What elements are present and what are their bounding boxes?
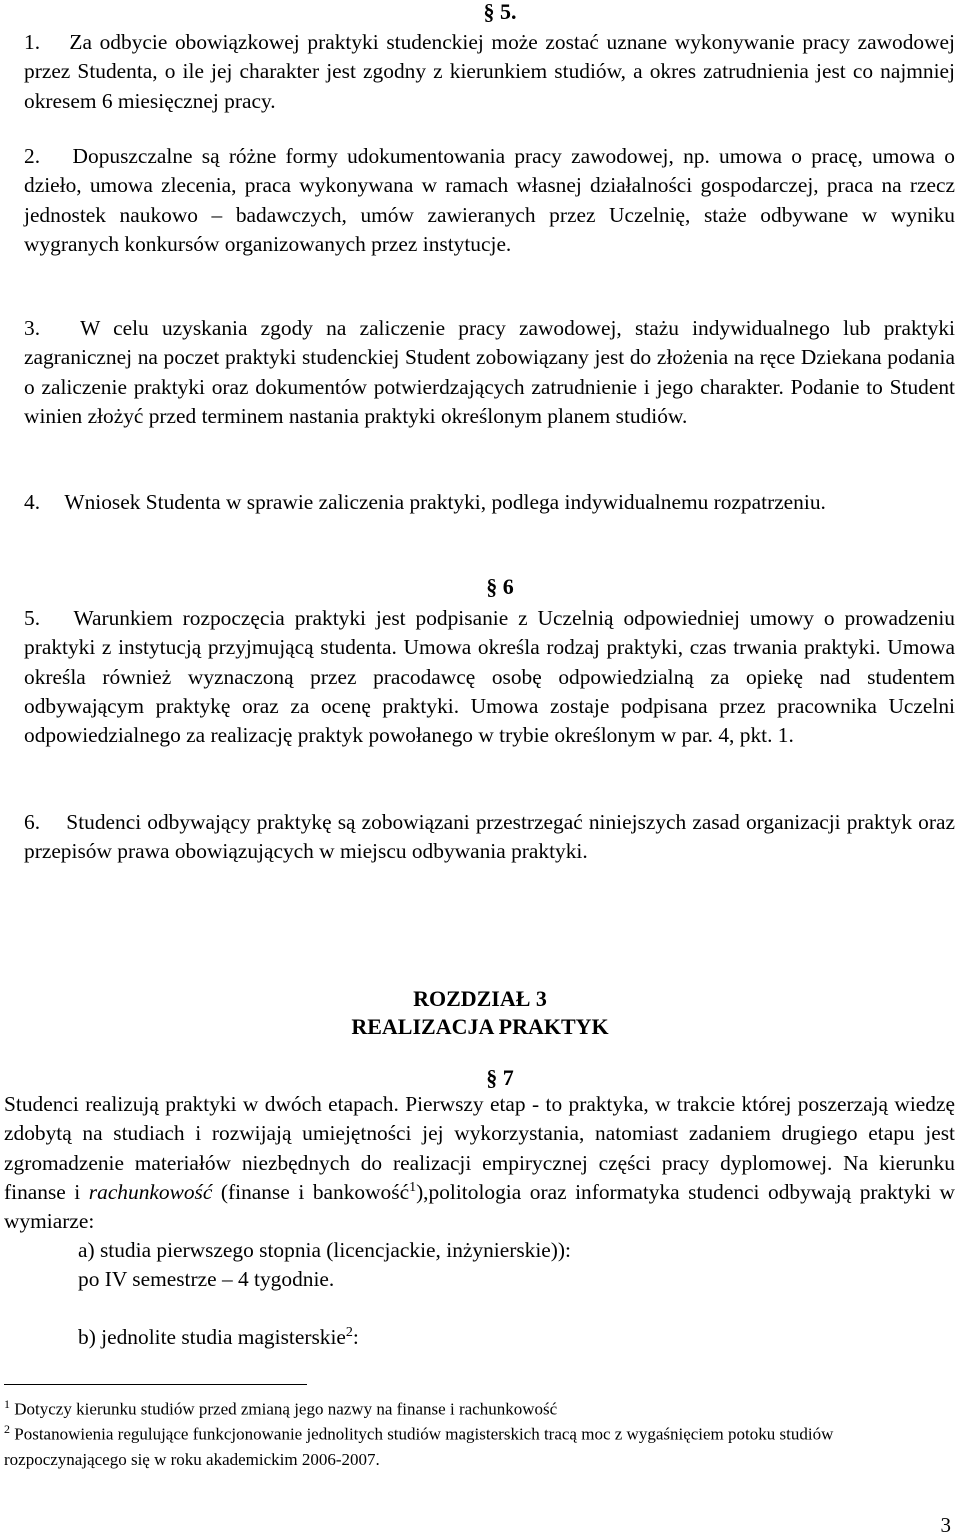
paragraph-text-part3: ),politologia oraz informatyka studenci odbywają praktyki w wymiarze: [4, 1179, 955, 1234]
section-heading-5: § 5. [483, 0, 517, 24]
chapter-number: ROZDZIAŁ 3 [413, 986, 547, 1011]
paragraph-text: Studenci odbywający praktykę są zobowiązani przestrzegać niniejszych zasad organizacji praktyk oraz przepisów prawa obowiązujących w miejscu odbywania praktyki. [24, 810, 955, 864]
paragraph-number: 2. [24, 144, 41, 168]
paragraph-number: 3. [24, 316, 41, 340]
footnote-ref-1[interactable]: 1 [409, 1179, 417, 1195]
list-item-a: a) studia pierwszego stopnia (licencjackie, inżynierskie)): [78, 1238, 571, 1262]
footnote-ref-2[interactable]: 2 [345, 1324, 353, 1340]
footnote-number: 2 [4, 1422, 10, 1436]
paragraph-1 [24, 28, 955, 116]
section-heading-6: § 6 [486, 574, 514, 599]
paragraph-number: 6. [24, 810, 41, 834]
paragraph-text: Wniosek Studenta w sprawie zaliczenia praktyki, podlega indywidualnemu rozpatrzeniu. [64, 490, 826, 514]
paragraph-4 [24, 488, 955, 517]
paragraph-number: 1. [24, 30, 41, 54]
list-item-b-text: b) jednolite studia magisterskie [78, 1325, 346, 1349]
section-heading-7: § 7 [486, 1065, 514, 1090]
paragraph-text-italic: rachunkowość [88, 1179, 213, 1204]
list-item-b [78, 1323, 359, 1352]
paragraph-text: W celu uzyskania zgody na zaliczenie pracy zawodowej, stażu indywidualnego lub praktyki zagranicznej na poczet praktyki studenckiej Student zobowiązany jest do złożenia na ręce Dziekana podania o zaliczenie praktyki oraz dokumentów potwierdzających zatrudnienie i jego charakter. Podanie to Student winien złożyć przed terminem nastania praktyki określonym planem studiów. [24, 316, 955, 428]
list-item-a-detail: po IV semestrze – 4 tygodnie. [78, 1267, 335, 1291]
footnote-text: Postanowienia regulujące funkcjonowanie jednolitych studiów magisterskich tracą moc z wygaśnięciem potoku studiów rozpoczynającego się w roku akademickim 2006-2007. [4, 1424, 834, 1469]
footnote-2 [4, 1417, 904, 1472]
paragraph-6 [24, 808, 955, 867]
footnote-divider [4, 1384, 307, 1385]
footnote-text: Dotyczy kierunku studiów przed zmianą jego nazwy na finanse i rachunkowość [14, 1399, 558, 1419]
paragraph-text: Dopuszczalne są różne formy udokumentowania pracy zawodowej, np. umowa o pracę, umowa o dzieło, umowa zlecenia, praca wykonywana w ramach własnej działalności gospodarczej, praca na rzecz jednostek naukowo – badawczych, umów zawieranych przez Uczelnię, staże odbywane w wyniku wygranych konkursów organizowanych przez instytucje. [24, 144, 955, 256]
paragraph-text: Warunkiem rozpoczęcia praktyki jest podpisanie z Uczelnią odpowiedniej umowy o prowadzeniu praktyki z instytucją przyjmującą studenta. Umowa określa rodzaj praktyki, czas trwania praktyki. Umowa określa również wyznaczoną przez pracodawcę osobę odpowiedzialną za opiekę nad studentem odbywającym praktykę oraz za ocenę praktyki. Umowa zostaje podpisana przez pracownika Uczelni odpowiedzialnego za realizację praktyk powołanego w trybie określonym w par. 4, pkt. 1. [24, 606, 955, 748]
page-number: 3 [940, 1513, 951, 1537]
paragraph-5 [24, 604, 955, 750]
chapter-title: REALIZACJA PRAKTYK [351, 1014, 609, 1039]
paragraph-text: Za odbycie obowiązkowej praktyki studenckiej może zostać uznane wykonywanie pracy zawodowej przez Studenta, o ile jej charakter jest zgodny z kierunkiem studiów, a okres zatrudnienia jest co najmniej okresem 6 miesięcznej pracy. [24, 30, 955, 113]
footnote-number: 1 [4, 1397, 10, 1411]
list-item-b-colon: : [352, 1325, 359, 1349]
paragraph-text-part2: (finanse i bankowość [212, 1179, 410, 1204]
paragraph-number: 4. [24, 490, 41, 514]
paragraph-7 [4, 1090, 955, 1236]
paragraph-3 [24, 314, 955, 431]
paragraph-text-part1: Studenci realizują praktyki w dwóch etapach. Pierwszy etap - to praktyka, w trakcie której poszerzają wiedzę zdobytą na studiach i rozwijają umiejętności jej wykorzystania, natomiast zadaniem drugiego etapu jest zgromadzenie materiałów niezbędnych do realizacji empirycznej części pracy dyplomowej. Na kierunku finanse i [4, 1092, 955, 1204]
paragraph-number: 5. [24, 606, 41, 630]
paragraph-2 [24, 142, 955, 259]
